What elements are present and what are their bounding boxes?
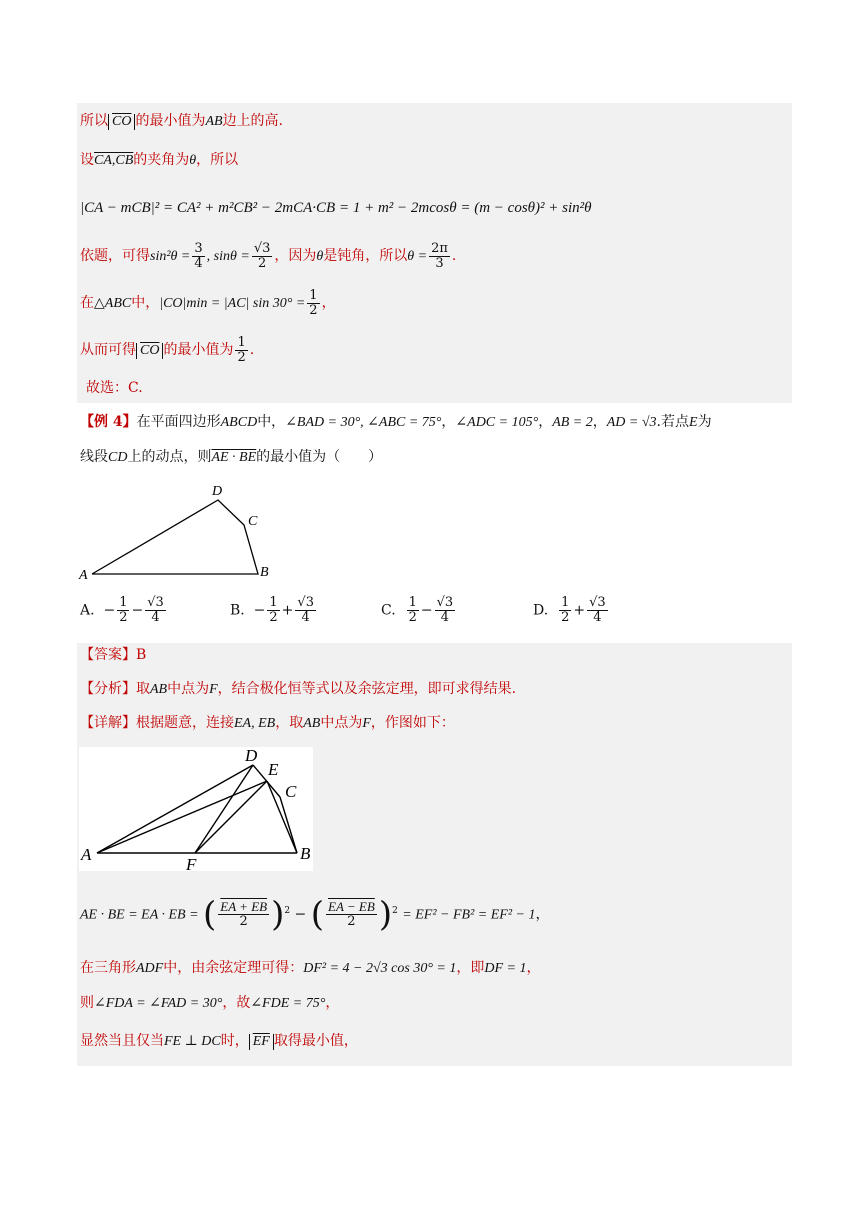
- text: 在: [80, 295, 94, 311]
- option-c[interactable]: [381, 596, 457, 625]
- math: ABCD: [220, 415, 258, 430]
- fraction: [326, 900, 377, 929]
- text: 上的动点，则: [127, 449, 212, 465]
- text: 中，由余弦定理可得：: [163, 960, 304, 976]
- math: ∠FDE = 75°: [250, 996, 326, 1011]
- sign: −: [253, 602, 266, 619]
- den: 2: [257, 255, 267, 271]
- text: .: [249, 342, 255, 358]
- sign: −: [103, 602, 116, 619]
- text: ，故: [222, 995, 251, 1011]
- math: ∠ADC = 105°: [455, 415, 539, 430]
- den: 2: [237, 349, 246, 365]
- exp: 2: [392, 906, 398, 916]
- option-b[interactable]: [230, 596, 318, 625]
- math: CA,CB: [94, 153, 134, 168]
- text: .: [451, 248, 457, 264]
- num: 1: [561, 595, 570, 610]
- num: 2π: [431, 240, 448, 256]
- label-c: C: [285, 782, 297, 801]
- math: |CO|min = |AC| sin 30° =: [159, 296, 306, 311]
- option-d[interactable]: [533, 596, 610, 625]
- equation: |CA − mCB|² = CA² + m²CB² − 2mCA·CB = 1 + m² − 2mcosθ = (m − cosθ)² + sin²θ: [80, 200, 592, 216]
- math: θ: [316, 249, 324, 264]
- text: 从而可得: [80, 342, 136, 358]
- text: 的最小值为: [135, 113, 206, 129]
- num: √3: [147, 595, 164, 610]
- label-f: F: [186, 855, 197, 871]
- block1-line-7: [86, 378, 143, 398]
- text: 则: [80, 995, 94, 1011]
- detail-line: [80, 713, 455, 734]
- sign: +: [573, 602, 586, 619]
- math: FE ⊥ DC: [164, 1034, 221, 1049]
- example-line-2: [80, 447, 382, 468]
- text: 【详解】根据题意，连接: [80, 715, 234, 731]
- text: ，取: [275, 715, 304, 731]
- den: 2: [347, 914, 356, 930]
- text: ，即: [456, 960, 485, 976]
- num: 3: [194, 240, 203, 256]
- answer: 【答案】B: [80, 647, 147, 663]
- text: 的最小值为: [163, 342, 234, 358]
- minus: −: [294, 906, 307, 923]
- construction-figure: [79, 747, 313, 871]
- math: F: [209, 682, 218, 697]
- example-line-1: [80, 412, 712, 433]
- math: △ABC: [94, 296, 132, 311]
- fraction: [252, 242, 273, 271]
- num: √3: [253, 240, 271, 256]
- label-c: C: [248, 514, 258, 529]
- label-a: A: [81, 845, 92, 864]
- text: 在平面四边形: [136, 414, 221, 430]
- math: = EF² − FB² = EF² − 1: [402, 907, 536, 923]
- quadrilateral-shape: [92, 500, 258, 574]
- block1-line-6: [80, 330, 254, 370]
- fraction: [587, 596, 608, 625]
- fraction: [429, 242, 450, 271]
- math: AD = √3: [606, 415, 657, 430]
- option-label: A.: [80, 602, 95, 619]
- math: F: [362, 716, 371, 731]
- paren: (: [203, 894, 217, 935]
- den: 4: [151, 610, 160, 625]
- exp: 2: [284, 906, 291, 916]
- label-e: E: [268, 760, 279, 779]
- text: ，: [538, 414, 553, 430]
- fraction: [192, 242, 204, 271]
- den: 3: [435, 255, 444, 271]
- text: 取得最小值，: [273, 1033, 358, 1049]
- text: 【分析】取: [80, 681, 150, 697]
- label-d: D: [212, 484, 223, 499]
- num: 1: [408, 595, 417, 610]
- math: ADF: [136, 961, 164, 976]
- fraction: [435, 596, 456, 625]
- math: ∠BAD = 30°, ∠ABC = 75°: [285, 415, 442, 430]
- paren: ): [378, 894, 393, 935]
- text: ，: [441, 414, 456, 430]
- math: AE · BE = EA · EB =: [80, 907, 199, 923]
- num: √3: [589, 595, 606, 610]
- text: 所以: [80, 113, 108, 129]
- text: 为: [697, 414, 712, 430]
- num: 1: [309, 287, 318, 303]
- fraction: [407, 596, 419, 625]
- sign: +: [281, 602, 294, 619]
- den: 2: [119, 610, 128, 625]
- num: EA − EB: [328, 899, 375, 915]
- num: 1: [119, 595, 128, 610]
- text: ，: [321, 295, 336, 311]
- sign: −: [420, 602, 433, 619]
- text: 边上的高.: [222, 113, 284, 129]
- math: CD: [108, 450, 128, 465]
- text: 显然当且仅当: [80, 1033, 164, 1049]
- den: 2: [561, 610, 570, 625]
- option-label: D.: [533, 602, 549, 619]
- text: 是钝角，所以: [323, 248, 408, 264]
- vector-ef: $\overline{EF}$: [249, 1034, 274, 1050]
- fraction: [145, 596, 166, 625]
- polarization-equation: [80, 886, 549, 941]
- fraction: [218, 900, 269, 929]
- fraction: [307, 289, 319, 318]
- num: √3: [297, 595, 314, 610]
- math: θ =: [407, 249, 428, 264]
- num: EA + EB: [220, 899, 268, 915]
- vector-co: $\overline{CO}$: [136, 343, 163, 359]
- text: ，结合极化恒等式以及余弦定理，即可求得结果.: [217, 681, 517, 697]
- cosine-line-1: [80, 958, 540, 979]
- math: E: [689, 415, 698, 430]
- text: ，因为: [274, 248, 317, 264]
- sign: −: [131, 602, 144, 619]
- text: ，: [592, 414, 607, 430]
- num: √3: [436, 595, 454, 610]
- den: 2: [239, 914, 248, 930]
- math: AB: [205, 114, 223, 129]
- math: AB: [150, 682, 168, 697]
- math: AB = 2: [552, 415, 593, 430]
- math: DF = 1: [484, 961, 527, 976]
- math: θ: [189, 153, 197, 168]
- text: 时，: [220, 1033, 249, 1049]
- text: 线段: [80, 449, 108, 465]
- text: 中，: [257, 414, 286, 430]
- math: AB: [303, 716, 321, 731]
- text: 在三角形: [80, 960, 136, 976]
- option-a[interactable]: [80, 596, 168, 625]
- text: 中点为: [167, 681, 210, 697]
- math: sin²θ =: [150, 249, 191, 264]
- den: 2: [269, 610, 278, 625]
- text: 依题，可得: [80, 248, 150, 264]
- block1-line-4: [80, 236, 456, 277]
- text: ，: [526, 960, 541, 976]
- text: 中，: [131, 295, 160, 311]
- text: ，: [325, 995, 340, 1011]
- text: 设: [80, 152, 94, 168]
- label-b: B: [260, 565, 269, 580]
- fraction: [559, 596, 571, 625]
- den: 2: [309, 302, 318, 318]
- den: 2: [408, 610, 417, 625]
- quadrilateral-figure: [76, 480, 286, 585]
- block1-equation: [80, 198, 592, 218]
- conclusion-line: [80, 1031, 358, 1052]
- answer-line: [80, 645, 146, 665]
- fraction: [117, 596, 129, 625]
- example-tag: 【例 4】: [80, 414, 137, 430]
- block1-line-1: [80, 111, 283, 132]
- label-a: A: [79, 568, 88, 583]
- paren: ): [271, 894, 285, 935]
- block1-line-2: [80, 150, 238, 171]
- math: ∠FDA = ∠FAD = 30°: [94, 996, 223, 1011]
- num: 1: [237, 334, 246, 350]
- text: ，所以: [196, 152, 239, 168]
- label-b: B: [300, 844, 311, 863]
- den: 4: [593, 610, 602, 625]
- block1-line-5: [80, 283, 336, 324]
- math: , sinθ =: [206, 249, 250, 264]
- text: 中点为: [320, 715, 363, 731]
- choice-text: 故选：C.: [86, 380, 143, 396]
- option-label: B.: [230, 602, 245, 619]
- text: 的最小值为（ ）: [256, 449, 383, 465]
- vector-co: $\overline{CO}$: [108, 114, 135, 130]
- label-d: D: [245, 747, 258, 765]
- cosine-line-2: [80, 993, 339, 1014]
- num: 1: [269, 595, 278, 610]
- den: 4: [194, 255, 203, 271]
- text: ，: [535, 906, 550, 923]
- den: 4: [301, 610, 310, 625]
- text: 的夹角为: [133, 152, 190, 168]
- fraction: [267, 596, 279, 625]
- option-label: C.: [381, 602, 396, 619]
- text: ，作图如下：: [370, 715, 455, 731]
- math: EA, EB: [234, 716, 276, 731]
- analysis-line: [80, 679, 516, 700]
- math: AE · BE: [211, 450, 257, 465]
- text: .若点: [656, 414, 689, 430]
- paren: (: [310, 894, 324, 935]
- den: 4: [440, 610, 450, 625]
- construction-lines: [97, 765, 297, 853]
- fraction: [295, 596, 316, 625]
- fraction: [235, 336, 247, 365]
- math: DF² = 4 − 2√3 cos 30° = 1: [303, 961, 457, 976]
